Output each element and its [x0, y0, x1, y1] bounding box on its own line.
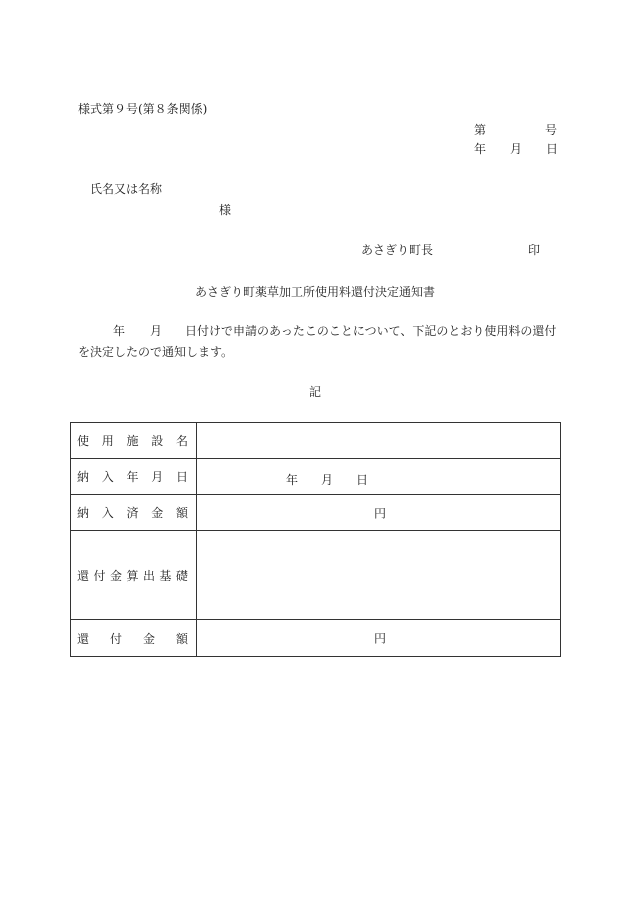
label-char: 算 [126, 568, 139, 583]
issue-date-day: 日 [546, 142, 559, 156]
label-char: 納 [77, 470, 90, 484]
label-char: 施 [126, 434, 139, 448]
label-char: 名 [175, 434, 188, 448]
paid-amount-label [71, 495, 197, 531]
table-row [71, 423, 561, 459]
label-char: 額 [175, 631, 188, 646]
payment-date-year: 年 [286, 472, 299, 487]
facility-name-value[interactable] [197, 423, 561, 459]
refund-basis-value[interactable] [197, 531, 561, 620]
body-line-2: を決定したので通知します。 [78, 345, 234, 359]
table-row [71, 495, 561, 531]
label-char: 付 [109, 631, 122, 646]
document-title: あさぎり町薬草加工所使用料還付決定通知書 [194, 285, 435, 299]
refund-basis-label [71, 531, 197, 620]
label-char: 金 [109, 568, 122, 583]
detail-table [70, 422, 561, 657]
recipient-honorific: 様 [219, 203, 232, 217]
payment-date-month: 月 [321, 472, 334, 487]
label-char: 礎 [175, 568, 188, 583]
ki-heading: 記 [308, 385, 321, 399]
table-row [71, 531, 561, 620]
table-row [71, 620, 561, 657]
payment-date-label [71, 459, 197, 495]
label-char: 付 [93, 568, 106, 583]
label-char: 還 [77, 631, 90, 646]
label-char: 年 [126, 470, 139, 484]
table-row [71, 459, 561, 495]
issuer-title: あさぎり町長 [361, 243, 434, 257]
document-number-dai: 第 [474, 123, 487, 137]
paid-amount-value[interactable] [197, 495, 561, 531]
label-char: 納 [77, 506, 90, 520]
issue-date-month: 月 [510, 142, 523, 156]
issue-date-year: 年 [474, 142, 487, 156]
payment-date-value[interactable] [197, 459, 561, 495]
body-line-1-text: 日付けで申請のあったこのことについて、下記のとおり使用料の還付 [185, 324, 557, 338]
label-char: 額 [175, 506, 188, 520]
document-number-gou: 号 [545, 123, 558, 137]
label-char: 済 [126, 506, 139, 520]
refund-amount-label [71, 620, 197, 657]
label-char: 基 [159, 568, 172, 583]
payment-date-day: 日 [356, 472, 369, 487]
label-char: 日 [175, 470, 188, 484]
form-number: 様式第９号(第８条関係) [78, 102, 208, 116]
recipient-label: 氏名又は名称 [90, 182, 163, 196]
issuer-seal: 印 [528, 243, 541, 257]
label-char: 金 [142, 631, 155, 646]
label-char: 還 [77, 568, 90, 583]
label-char: 使 [77, 434, 90, 448]
label-char: 月 [151, 470, 164, 484]
label-char: 用 [101, 434, 114, 448]
label-char: 設 [151, 434, 164, 448]
label-char: 出 [142, 568, 155, 583]
label-char: 金 [151, 506, 164, 520]
label-char: 入 [101, 506, 114, 520]
body-year: 年 [113, 324, 126, 338]
facility-name-label [71, 423, 197, 459]
refund-amount-yen: 円 [374, 631, 387, 646]
label-char: 入 [101, 470, 114, 484]
body-month: 月 [150, 324, 163, 338]
refund-amount-value[interactable] [197, 620, 561, 657]
paid-amount-yen: 円 [374, 506, 387, 520]
